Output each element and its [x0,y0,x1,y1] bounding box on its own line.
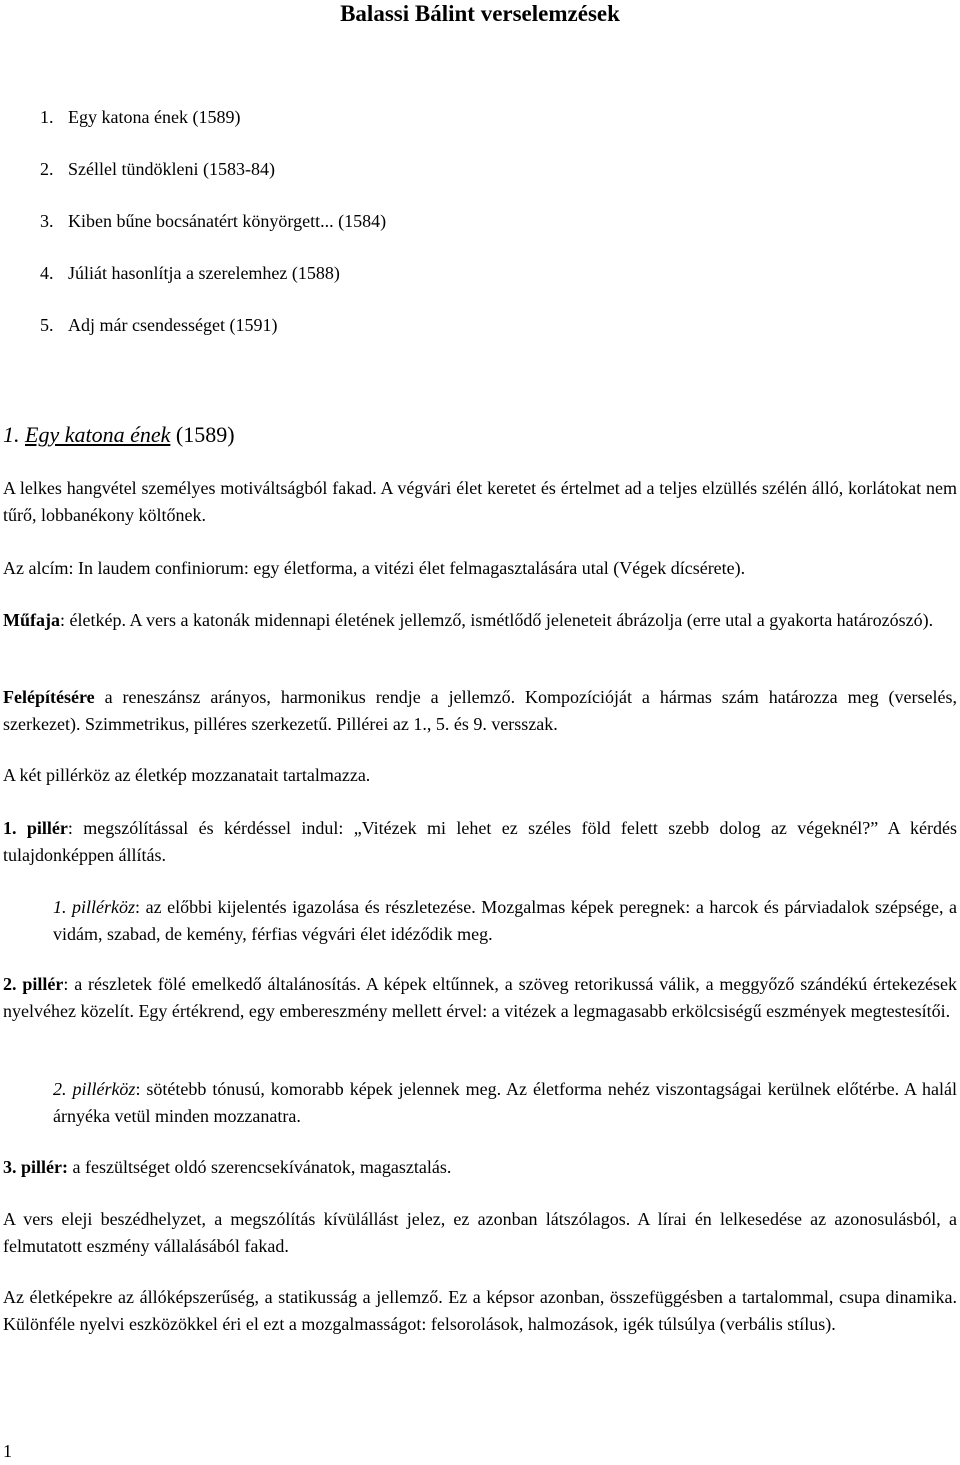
toc-number: 5. [40,315,54,335]
toc-item [40,312,386,364]
interpillar-2-text: : sötétebb tónusú, komorabb képek jelennek meg. Az életforma nehéz viszontagságai kerülnek előtérbe. A halál árnyéka vetül minden mozzanatra. [53,1079,957,1126]
paragraph-interpillar-2 [53,1076,957,1130]
page-number: 1 [3,1441,12,1461]
pillar-2-label: pillér [22,974,64,994]
interpillar-1-text: : az előbbi kijelentés igazolása és részletezése. Mozgalmas képek peregnek: a harcok és párviadalok szépsége, a vidám, szabad, de kemény, férfias végvári élet idéződik meg. [53,897,957,944]
paragraph-genre [3,607,957,634]
pillar-2-text: : a részletek fölé emelkedő általánosítás. A képek eltűnnek, a szöveg retorikussá válik, a meggyőző szándékú értekezések nyelvéhez közelít. Egy értékrend, egy embereszmény mellett érvel: a vitézek a legmagasabb erkölcsiségű eszmények megtestesítői. [3,974,957,1021]
structure-text: a reneszánsz arányos, harmonikus rendje a jellemző. Kompozícióját a hármas szám határozza meg (verselés, szerkezet). Szimmetrikus, pilléres szerkezetű. Pillérei az 1., 5. és 9. versszak. [3,687,957,734]
toc-number: 2. [40,159,54,179]
structure-label: Felépítésére [3,687,95,707]
paragraph-intro: A lelkes hangvétel személyes motiváltságból fakad. A végvári élet keretet és értelmet ad a teljes elzüllés szélén álló, korlátokat nem tűrő, lobbanékony költőnek. [3,478,957,525]
paragraph-pillar-2 [3,971,957,1025]
pillar-1-label: pillér [26,818,68,838]
toc-text: Széllel tündökleni (1583-84) [68,159,275,179]
pillar-3-label: 3. pillér: [3,1157,68,1177]
table-of-contents [40,104,386,364]
document-title: Balassi Bálint verselemzések [340,1,620,26]
interpillar-1-label: 1. pillérköz [53,897,136,917]
toc-item [40,208,386,260]
section-title: Egy katona ének [25,422,171,447]
genre-text: : életkép. A vers a katonák midennapi életének jellemző, ismétlődő jeleneteit ábrázolja (erre utal a gyakorta határozószó). [60,610,934,630]
section-heading [3,420,235,450]
paragraph-structure [3,684,957,738]
toc-text: Júliát hasonlítja a szerelemhez (1588) [68,263,340,283]
section-year: (1589) [175,422,235,447]
paragraph-pillar-3 [3,1154,957,1181]
toc-text: Egy katona ének (1589) [68,107,241,127]
toc-number: 3. [40,211,54,231]
toc-item [40,260,386,312]
toc-number: 1. [40,107,54,127]
paragraph-interpillar: A két pillérköz az életkép mozzanatait tartalmazza. [3,765,371,785]
paragraph-pillar-1 [3,815,957,869]
toc-number: 4. [40,263,54,283]
genre-label: Műfaja [3,610,60,630]
paragraph-speech-situation: A vers eleji beszédhelyzet, a megszólítás kívülállást jelez, ez azonban látszólagos. A lírai én lelkesedése az azonosulásból, a felmutatott eszmény vállalásából fakad. [3,1209,957,1256]
toc-text: Kiben bűne bocsánatért könyörgett... (1584) [68,211,387,231]
paragraph-subtitle: Az alcím: In laudem confiniorum: egy életforma, a vitézi élet felmagasztalására utal (Végek dícsérete). [3,558,746,578]
section-number: 1. [3,422,20,447]
pillar-1-text: : megszólítással és kérdéssel indul: „Vitézek mi lehet ez széles föld felett szebb dolog az végeknél?” A kérdés tulajdonképpen állítás. [3,818,958,865]
interpillar-2-label: 2. pillérköz [53,1079,136,1099]
paragraph-dynamics: Az életképekre az állóképszerűség, a statikusság a jellemző. Ez a képsor azonban, összefüggésben a tartalommal, csupa dinamika. Különféle nyelvi eszközökkel éri el ezt a mozgalmasságot: felsorolások, halmozások, igék túlsúlya (verbális stílus). [3,1287,957,1334]
pillar-2-number: 2. [3,974,23,994]
pillar-3-text: a feszültséget oldó szerencsekívánatok, magasztalás. [68,1157,452,1177]
toc-text: Adj már csendességet (1591) [68,315,278,335]
paragraph-interpillar-1 [53,894,957,948]
pillar-1-number: 1. [3,818,27,838]
toc-item [40,104,386,156]
toc-item [40,156,386,208]
